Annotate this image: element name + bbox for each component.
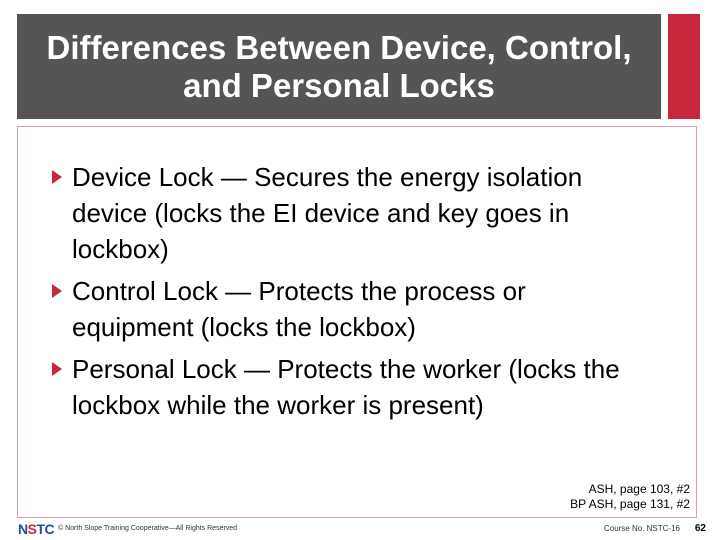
slide-title-line-2: and Personal Locks: [183, 66, 495, 104]
bullet-text: Control Lock — Protects the process or equipment (locks the lockbox): [72, 276, 526, 342]
slide-title: [46, 29, 631, 105]
reference-line-2: BP ASH, page 131, #2: [570, 497, 690, 511]
bullet-control-lock: [52, 273, 632, 345]
bullet-personal-lock: [52, 351, 632, 423]
bullet-arrow-icon: [52, 362, 62, 376]
bullet-device-lock: [52, 159, 632, 267]
bullet-list: [52, 159, 632, 429]
footer: [0, 518, 720, 540]
page-number: 62: [694, 523, 706, 534]
logo-letter-s: S: [27, 521, 37, 537]
slide-title-line-1: Differences Between Device, Control,: [46, 28, 632, 66]
bullet-arrow-icon: [52, 284, 62, 298]
bullet-arrow-icon: [52, 170, 62, 184]
course-number: Course No. NSTC-16: [603, 524, 680, 533]
bullet-text: Personal Lock — Protects the worker (locks the lockbox while the worker is present): [72, 354, 620, 420]
copyright-text: © North Slope Training Cooperative—All Rights Reserved: [58, 525, 238, 532]
bullet-text: Device Lock — Secures the energy isolation device (locks the EI device and key goes in lockbox): [72, 162, 583, 264]
logo-letters-tc: TC: [36, 521, 55, 537]
accent-bar: [668, 14, 700, 119]
title-bar: [17, 14, 661, 119]
references: [570, 482, 690, 512]
logo-letter-n: N: [18, 521, 28, 537]
nstc-logo: [18, 521, 54, 537]
reference-line-1: ASH, page 103, #2: [588, 482, 690, 496]
